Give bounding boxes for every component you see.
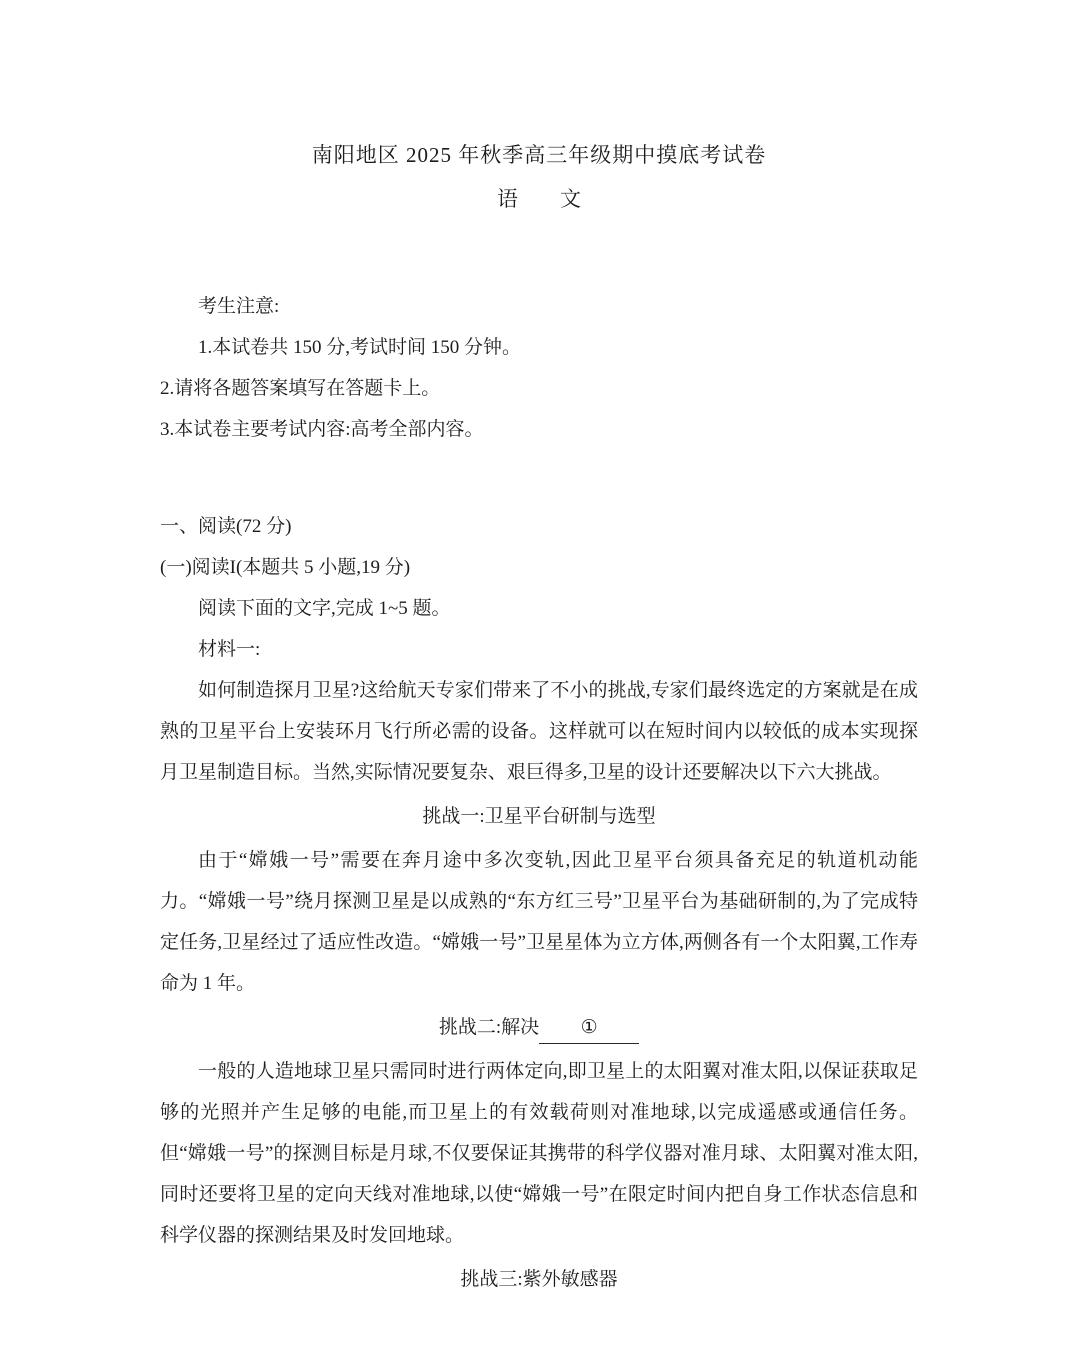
challenge-2-blank: ①	[539, 1013, 639, 1044]
notice-heading: 考生注意:	[198, 296, 280, 317]
notice-item-1: 1.本试卷共 150 分,考试时间 150 分钟。	[198, 337, 522, 358]
challenge-2-heading	[160, 1007, 918, 1048]
subsection-heading: (一)阅读I(本题共 5 小题,19 分)	[160, 557, 411, 578]
material-paragraph-3: 一般的人造地球卫星只需同时进行两体定向,即卫星上的太阳翼对准太阳,以保证获取足够的光照并产生足够的电能,而卫星上的有效载荷则对准地球,以完成遥感或通信任务。但“嫦娥一号”的探测目标是月球,不仅要保证其携带的科学仪器对准月球、太阳翼对准太阳,同时还要将卫星的定向天线对准地球,以使“嫦娥一号”在限定时间内把自身工作状态信息和科学仪器的探测结果及时发回地球。	[160, 1061, 918, 1246]
material-paragraph-2: 由于“嫦娥一号”需要在奔月途中多次变轨,因此卫星平台须具备充足的轨道机动能力。“嫦娥一号”绕月探测卫星是以成熟的“东方红三号”卫星平台为基础研制的,为了完成特定任务,卫星经过了适应性改造。“嫦娥一号”卫星星体为立方体,两侧各有一个太阳翼,工作寿命为 1 年。	[160, 850, 918, 994]
challenge-3-heading: 挑战三:紫外敏感器	[460, 1269, 618, 1290]
notice-item-3: 3.本试卷主要考试内容:高考全部内容。	[160, 419, 484, 440]
exam-title: 南阳地区 2025 年秋季高三年级期中摸底考试卷	[311, 143, 767, 167]
reading-section	[160, 506, 918, 1300]
challenge-2-label: 挑战二:解决	[438, 1017, 540, 1038]
candidate-notice	[160, 286, 918, 450]
material-paragraph-1: 如何制造探月卫星?这给航天专家们带来了不小的挑战,专家们最终选定的方案就是在成熟的卫星平台上安装环月飞行所必需的设备。这样就可以在短时间内以较低的成本实现探月卫星制造目标。当然,实际情况要复杂、艰巨得多,卫星的设计还要解决以下六大挑战。	[160, 680, 918, 783]
exam-subject: 语 文	[497, 187, 581, 211]
reading-instruction: 阅读下面的文字,完成 1~5 题。	[198, 598, 451, 619]
notice-item-2: 2.请将各题答案填写在答题卡上。	[160, 378, 441, 399]
challenge-1-heading: 挑战一:卫星平台研制与选型	[422, 806, 656, 827]
section-heading: 一、阅读(72 分)	[160, 516, 292, 537]
material-one-label: 材料一:	[198, 639, 261, 660]
